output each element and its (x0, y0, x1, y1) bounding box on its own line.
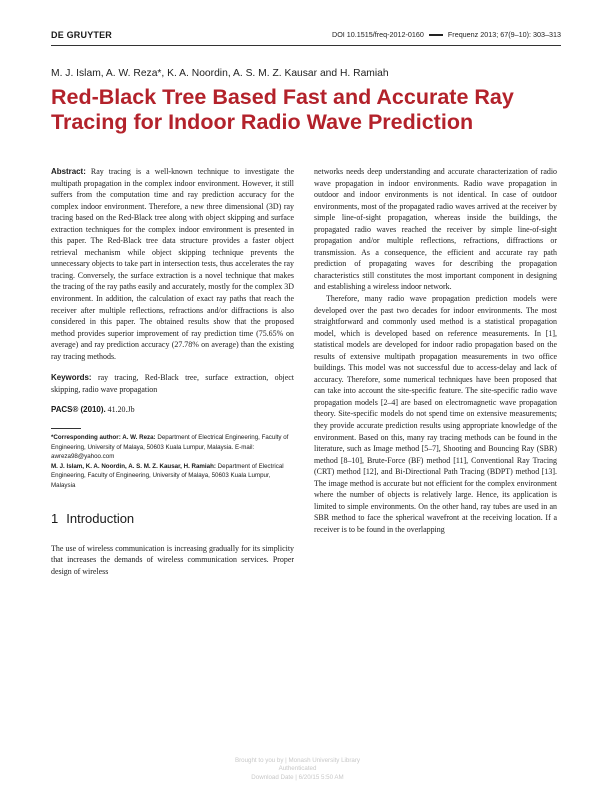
running-header (51, 30, 561, 44)
footnote-coauthors-label: M. J. Islam, K. A. Noordin, A. S. M. Z. Kausar, H. Ramiah: (51, 462, 216, 470)
doi-text[interactable]: DOI 10.1515/freq-2012-0160 (332, 30, 424, 39)
footnote-corresponding-text: Department of Electrical Engineering, Faculty of Engineering, University of Malaya, 50603 Kuala Lumpur, Malaysia. E-mail: awreza98@yahoo.com (51, 433, 289, 461)
intro-paragraph-left: The use of wireless communication is increasing gradually for its simplicity that increases the demands of wireless communication services. Proper design of wireless (51, 543, 294, 576)
abstract (51, 166, 294, 362)
download-watermark (0, 757, 595, 782)
intro-paragraph-right-2: Therefore, many radio wave propagation prediction models were developed over the past two decades for indoor environments. The most straightforward and commonly used method is a statistical propagation model, which is developed based on reference measurements. In [1], statistical models are developed for indoor radio propagation based on the results of extensive multipath propagation measurements in two office buildings. This model was not successful due to access-delay and lack of accuracy. Therefore, some numerical techniques have been proposed that can take into account the site-specific feature. The site-specific radio wave propagation models [2–4] are based on electromagnetic wave propagation theory. Site-specific models do not spend time on extensive measurements; they provide accurate prediction results using appropriate knowledge of the environment. Based on this, many ray tracing methods can be found in the literature, such as Image method [5–7], Shooting and Bouncing Ray (SBR) method [8–10], Brute-Force (BF) method [11], Conventional Ray Tracing (CRT) method [12], and Bi-Directional Path Tracing (BDPT) method [13]. The image method is accurate but not efficient for the complex environment where the number of objects is relatively large. Hence, its application is limited to simple environments. On the other hand, ray tubes are used in an SBR method to face the spherical wavefront at the receiving location. If a receiver is to be found in the overlapping (314, 294, 557, 534)
footnote-rule (51, 428, 81, 429)
intro-paragraph-right-1: networks needs deep understanding and accurate characterization of radio wave propagation in indoor environments. Radio wave propagation in outdoor and indoor environments is not identical. In case of outdoor environments, most of the propagated radio waves arrived at the receiver by simple line-of-sight propagation, whereas inside the buildings, the propagated radio waves reached the receiver by simple line-of-sight propagation and/or multiple reflections, refractions, diffractions or transmission. As a consequence, the efficient and accurate ray path prediction of propagating waves for describing the propagation characteristics still constitutes the most important component in designing and establishing a wireless indoor network. (314, 167, 557, 292)
watermark-line-3: Download Date | 6/20/15 5:50 AM (251, 773, 344, 781)
footnote-coauthors-text: Department of Electrical Engineering, Faculty of Engineering, University of Malaya, 50603 Kuala Lumpur, Malaysia (51, 462, 284, 489)
section-heading-introduction (51, 511, 294, 527)
left-column (51, 166, 294, 577)
header-rule (51, 45, 561, 46)
footnote-coauthors (51, 462, 294, 491)
watermark-line-1: Brought to you by | Monash University Library (234, 757, 361, 764)
keywords-text: ray tracing, Red-Black tree, surface extraction, object skipping, radio wave propagation (51, 373, 294, 394)
publisher-name: DE GRUYTER (51, 30, 113, 40)
keywords-label: Keywords: (51, 373, 92, 383)
author-list: M. J. Islam, A. W. Reza*, K. A. Noordin, A. S. M. Z. Kausar and H. Ramiah (51, 68, 389, 79)
footnote-corresponding-label: *Corresponding author: A. W. Reza: (51, 433, 156, 441)
header-dash-separator (429, 34, 443, 36)
pacs-text: 41.20.Jb (107, 405, 135, 415)
right-column (314, 166, 557, 536)
section-title: Introduction (66, 510, 135, 526)
pacs-label: PACS® (2010). (51, 405, 106, 415)
watermark-line-2: Authenticated (278, 765, 317, 773)
article-title: Red-Black Tree Based Fast and Accurate Ray Tracing for Indoor Radio Wave Prediction (51, 85, 514, 134)
section-number: 1 (51, 510, 59, 526)
footnote-corresponding-author (51, 433, 294, 462)
journal-citation: Frequenz 2013; 67(9–10): 303–313 (447, 30, 561, 39)
pacs (51, 404, 294, 416)
keywords (51, 372, 294, 395)
header-citation (332, 30, 561, 39)
abstract-label: Abstract: (51, 167, 86, 176)
abstract-text: Ray tracing is a well-known technique to investigate the multipath propagation in the complex indoor environment. However, it still suffers from the computation time and ray prediction accuracy for the complex indoor environment. Therefore, a new three dimensional (3D) ray tracing based on the Red-Black tree along with object skipping and surface extraction techniques for the complex indoor environment is presented in this paper. The Red-Black tree data structure provides a faster object retrieval mechanism while object skipping technique prevents the unnecessary objects to take part in intersection tests, thus accelerates the ray tracing. Conversely, the surface extraction is a novel technique that makes the tracing of the ray paths easily and accurately, mostly for the complex 3D environment. In addition, the calculation of exact ray paths that reach the receiver after multiple reflections, refractions and/or diffractions is also considered in this paper. The obtained results show that the proposed method provides superior improvement of ray prediction time (75.65% on average) and ray prediction accuracy (27.78% on average) than the existing ray tracing methods. (51, 167, 295, 361)
